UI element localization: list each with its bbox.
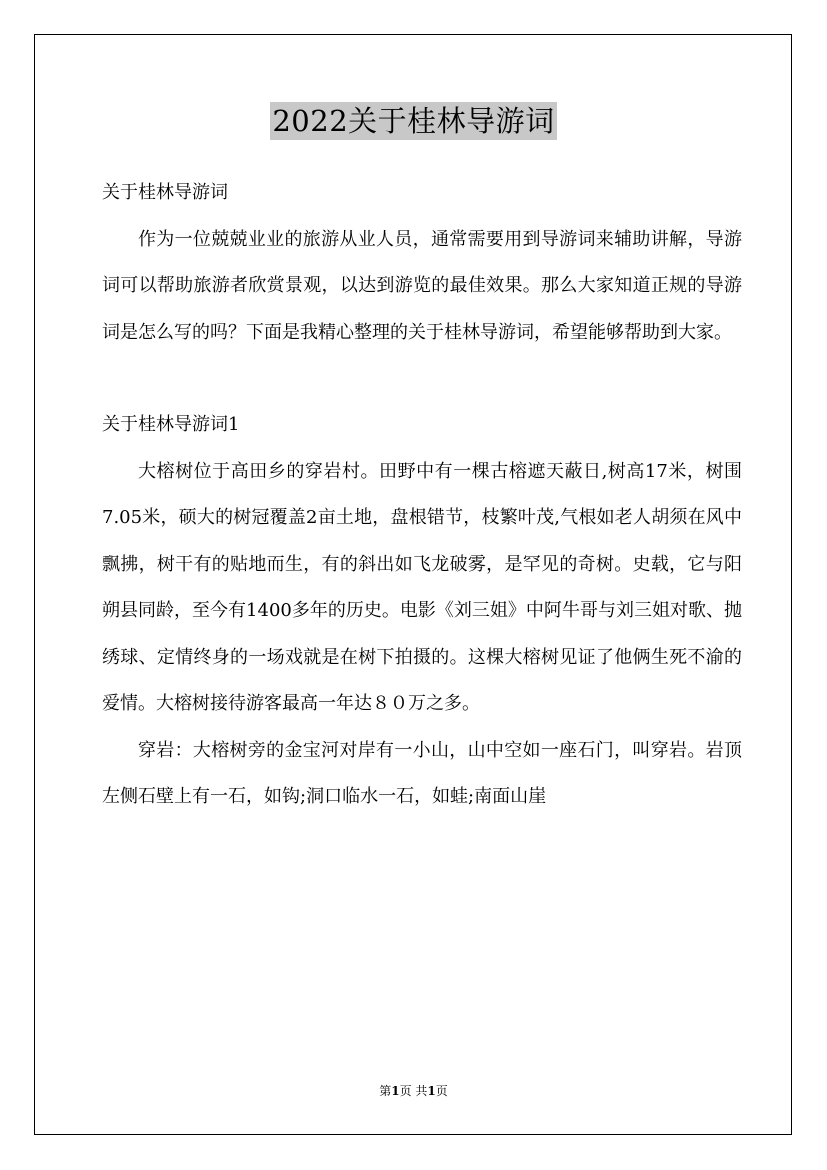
footer-page-current: 1 xyxy=(391,1084,400,1098)
section1-paragraph-2: 穿岩：大榕树旁的金宝河对岸有一小山，山中空如一座石门，叫穿岩。岩顶左侧石壁上有一石，如钩;洞口临水一石，如蛙;南面山崖 xyxy=(102,739,742,807)
page-footer xyxy=(0,1083,827,1099)
footer-page-mid: 页 共 xyxy=(399,1084,428,1098)
footer-page-total: 1 xyxy=(427,1084,436,1098)
section1-heading: 关于桂林导游词1 xyxy=(102,414,240,435)
title-container xyxy=(0,102,827,140)
document-title: 2022关于桂林导游词 xyxy=(272,104,555,138)
intro-heading: 关于桂林导游词 xyxy=(102,182,228,203)
intro-paragraph: 作为一位兢兢业业的旅游从业人员，通常需要用到导游词来辅助讲解，导游词可以帮助旅游者欣赏景观，以达到游览的最佳效果。那么大家知道正规的导游词是怎么写的吗？下面是我精心整理的关于桂林导游词，希望能够帮助到大家。 xyxy=(102,228,742,343)
footer-page-suffix: 页 xyxy=(435,1084,448,1098)
footer-page-prefix: 第 xyxy=(379,1084,392,1098)
document-body xyxy=(102,170,742,821)
section1-paragraph-1: 大榕树位于高田乡的穿岩村。田野中有一棵古榕遮天蔽日,树高17米，树围7.05米，硕大的树冠覆盖2亩土地，盘根错节，枝繁叶茂,气根如老人胡须在风中飘拂，树干有的贴地而生，有的斜出如飞龙破雾，是罕见的奇树。史载，它与阳朔县同龄，至今有1400多年的历史。电影《刘三姐》中阿牛哥与刘三姐对歌、抛绣球、定情终身的一场戏就是在树下拍摄的。这棵大榕树见证了他俩生死不渝的爱情。大榕树接待游客最高一年达８０万之多。 xyxy=(102,460,742,714)
section-spacer xyxy=(102,356,742,402)
